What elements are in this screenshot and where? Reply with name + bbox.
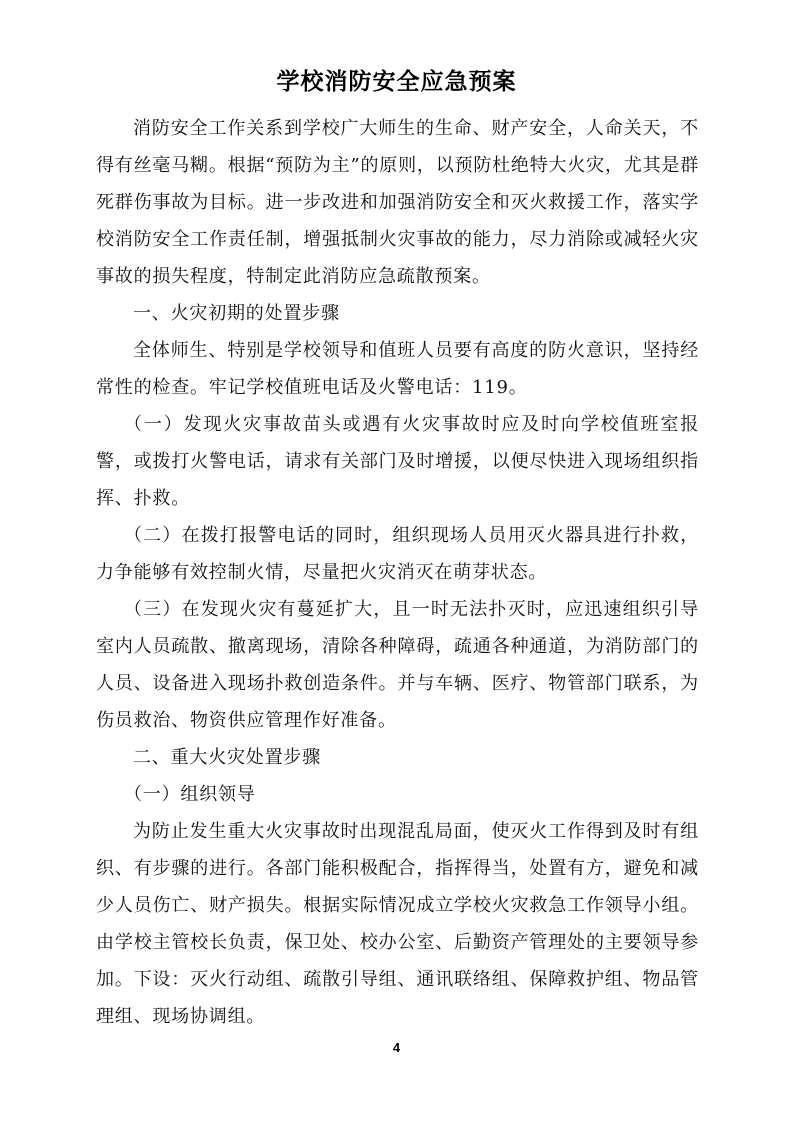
page-number: 4	[392, 1040, 401, 1055]
subsection-3-evacuate: （三）在发现火灾有蔓延扩大，且一时无法扑灭时，应迅速组织引导室内人员疏散、撤离现场，清除各种障碍，疏通各种通道，为消防部门的人员、设备进入现场扑救创造条件。并与车辆、医疗、物管部门联系，为伤员救治、物资供应管理作好准备。	[96, 599, 699, 731]
intro-paragraph: 消防安全工作关系到学校广大师生的生命、财产安全，人命关天，不得有丝毫马糊。根据“预防为主”的原则，以预防杜绝特大火灾，尤其是群死群伤事故为目标。进一步改进和加强消防安全和灭火救援工作，落实学校消防安全工作责任制，增强抵制火灾事故的能力，尽力消除或减轻火灾事故的损失程度，特制定此消防应急疏散预案。	[96, 118, 699, 287]
subsection-2-extinguish: （二）在拨打报警电话的同时，组织现场人员用灭火器具进行扑救，力争能够有效控制火情，尽量把火灾消灭在萌芽状态。	[96, 525, 699, 583]
body-paragraph-leadership-group: 为防止发生重大火灾事故时出现混乱局面，使灭火工作得到及时有组织、有步骤的进行。各部门能积极配合，指挥得当，处置有方，避免和减少人员伤亡、财产损失。根据实际情况成立学校火灾救急工作领导小组。由学校主管校长负责，保卫处、校办公室、后勤资产管理处的主要领导参加。下设：灭火行动组、疏散引导组、通讯联络组、保障救护组、物品管理组、现场协调组。	[96, 821, 699, 1027]
subsection-1-report-fire: （一）发现火灾事故苗头或遇有火灾事故时应及时向学校值班室报警，或拨打火警电话，请求有关部门及时增援，以便尽快进入现场组织指挥、扑救。	[96, 414, 699, 509]
body-paragraph-vigilance: 全体师生、特别是学校领导和值班人员要有高度的防火意识，坚持经常性的检查。牢记学校值班电话及火警电话：119。	[96, 340, 699, 398]
section-heading-major-fire-steps: 二、重大火灾处置步骤	[133, 747, 321, 768]
section-heading-initial-fire-steps: 一、火灾初期的处置步骤	[133, 303, 340, 324]
document-title: 学校消防安全应急预案	[276, 68, 517, 95]
subsection-organization-leadership: （一）组织领导	[124, 784, 256, 805]
document-body	[96, 110, 699, 1035]
